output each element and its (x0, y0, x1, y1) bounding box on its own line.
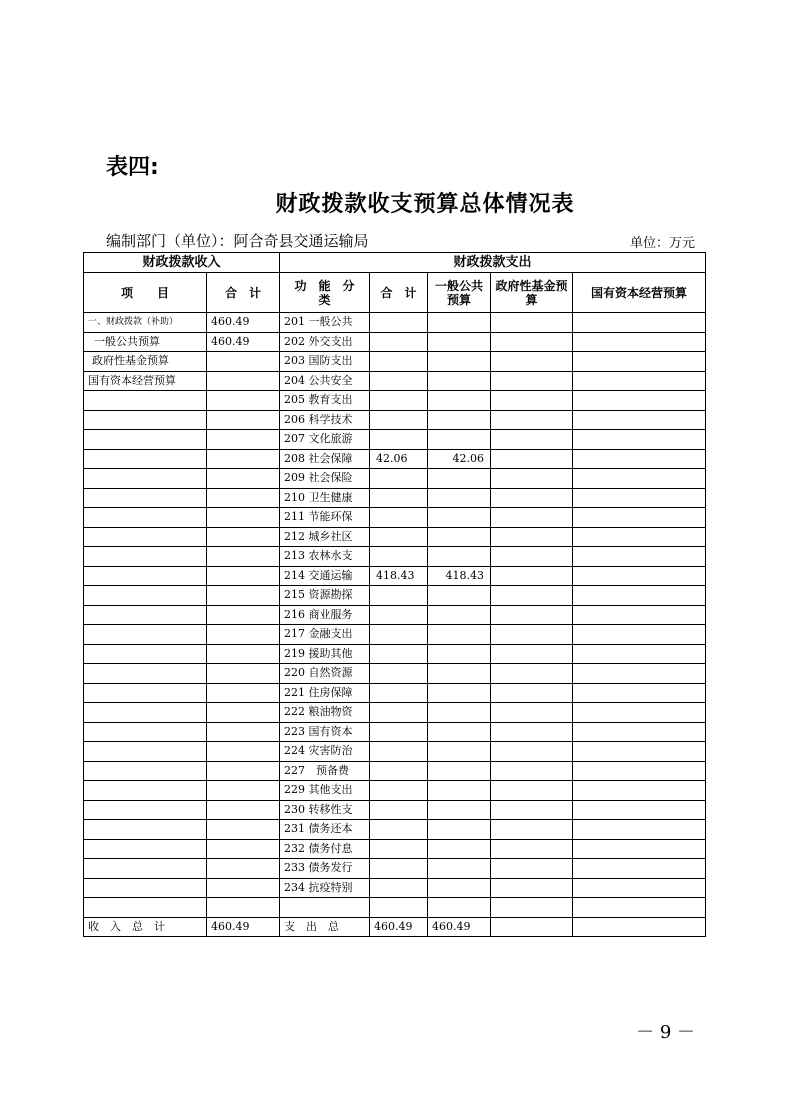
table-row (84, 391, 706, 411)
function-class-cell: 210 卫生健康 (280, 488, 370, 508)
expense-total-cell (370, 781, 428, 801)
state-capital-cell (573, 664, 706, 684)
function-class-cell: 232 债务付息 (280, 839, 370, 859)
expense-total-value: 460.49 (370, 917, 428, 937)
income-item-cell (84, 605, 207, 625)
income-total-cell (207, 391, 280, 411)
gov-fund-cell (491, 898, 573, 918)
expense-total-cell (370, 313, 428, 333)
general-budget-cell (428, 878, 491, 898)
header-item: 项 目 (84, 273, 207, 313)
expense-total-cell: 42.06 (370, 449, 428, 469)
income-total-cell (207, 781, 280, 801)
income-item-cell (84, 683, 207, 703)
function-class-cell: 214 交通运输 (280, 566, 370, 586)
function-class-cell: 224 灾害防治 (280, 742, 370, 762)
expense-total-cell (370, 898, 428, 918)
state-capital-cell (573, 488, 706, 508)
function-class-cell (280, 898, 370, 918)
general-budget-total-value: 460.49 (428, 917, 491, 937)
function-class-cell: 219 援助其他 (280, 644, 370, 664)
table-row (84, 605, 706, 625)
table-row (84, 547, 706, 567)
gov-fund-cell (491, 566, 573, 586)
state-capital-cell (573, 703, 706, 723)
income-item-cell (84, 898, 207, 918)
state-capital-cell (573, 547, 706, 567)
general-budget-cell (428, 859, 491, 879)
gov-fund-cell (491, 371, 573, 391)
general-budget-cell (428, 469, 491, 489)
income-item-cell (84, 469, 207, 489)
gov-fund-cell (491, 410, 573, 430)
state-capital-cell (573, 898, 706, 918)
gov-fund-cell (491, 664, 573, 684)
gov-fund-cell (491, 508, 573, 528)
table-row (84, 488, 706, 508)
function-class-cell: 217 金融支出 (280, 625, 370, 645)
gov-fund-cell (491, 605, 573, 625)
income-total-cell (207, 547, 280, 567)
gov-fund-cell (491, 469, 573, 489)
table-row (84, 703, 706, 723)
income-item-cell (84, 410, 207, 430)
function-class-cell: 208 社会保障 (280, 449, 370, 469)
function-class-cell: 223 国有资本 (280, 722, 370, 742)
table-row (84, 898, 706, 918)
gov-fund-cell (491, 683, 573, 703)
income-total-cell (207, 722, 280, 742)
income-total-cell (207, 605, 280, 625)
state-capital-cell (573, 371, 706, 391)
state-capital-cell (573, 839, 706, 859)
general-budget-cell (428, 547, 491, 567)
income-total-cell: 460.49 (207, 313, 280, 333)
compiling-department: 编制部门（单位）：阿合奇县交通运输局 (106, 232, 369, 250)
function-class-cell: 207 文化旅游 (280, 430, 370, 450)
function-class-cell: 221 住房保障 (280, 683, 370, 703)
state-capital-cell (573, 586, 706, 606)
table-row (84, 664, 706, 684)
income-total-cell (207, 449, 280, 469)
income-total-cell (207, 761, 280, 781)
state-capital-cell (573, 469, 706, 489)
income-item-cell (84, 430, 207, 450)
income-item-cell (84, 644, 207, 664)
state-capital-cell (573, 391, 706, 411)
expense-total-cell (370, 488, 428, 508)
gov-fund-cell (491, 313, 573, 333)
income-total-cell (207, 508, 280, 528)
function-class-cell: 213 农林水支 (280, 547, 370, 567)
table-row (84, 839, 706, 859)
section-header-row (84, 253, 706, 273)
income-item-cell (84, 547, 207, 567)
general-budget-cell (428, 800, 491, 820)
state-capital-cell (573, 742, 706, 762)
general-budget-cell (428, 781, 491, 801)
gov-fund-cell (491, 430, 573, 450)
income-item-cell (84, 586, 207, 606)
state-capital-cell (573, 859, 706, 879)
income-total-cell (207, 820, 280, 840)
state-capital-cell (573, 625, 706, 645)
expense-total-cell (370, 742, 428, 762)
gov-fund-cell (491, 820, 573, 840)
general-budget-cell (428, 410, 491, 430)
general-budget-cell (428, 313, 491, 333)
income-item-cell (84, 820, 207, 840)
table-row (84, 469, 706, 489)
function-class-cell: 206 科学技术 (280, 410, 370, 430)
income-item-cell (84, 664, 207, 684)
income-total-cell (207, 742, 280, 762)
state-capital-cell (573, 878, 706, 898)
table-row (84, 371, 706, 391)
expense-total-cell (370, 586, 428, 606)
gov-fund-cell (491, 352, 573, 372)
expense-total-cell (370, 430, 428, 450)
expense-total-cell (370, 469, 428, 489)
income-item-cell (84, 703, 207, 723)
income-item-cell (84, 391, 207, 411)
table-row (84, 352, 706, 372)
general-budget-cell (428, 430, 491, 450)
income-total-cell (207, 644, 280, 664)
expense-total-cell (370, 352, 428, 372)
income-item-cell (84, 722, 207, 742)
unit-label: 单位：万元 (629, 236, 695, 251)
income-total-cell (207, 800, 280, 820)
general-budget-cell (428, 508, 491, 528)
income-total-cell (207, 488, 280, 508)
gov-fund-cell (491, 391, 573, 411)
general-budget-cell (428, 371, 491, 391)
state-capital-cell (573, 449, 706, 469)
income-item-cell (84, 800, 207, 820)
gov-fund-cell (491, 488, 573, 508)
function-class-cell: 220 自然资源 (280, 664, 370, 684)
income-total-cell (207, 371, 280, 391)
general-budget-cell (428, 839, 491, 859)
function-class-cell: 201 一般公共 (280, 313, 370, 333)
expense-total-cell (370, 839, 428, 859)
income-total-value: 460.49 (207, 917, 280, 937)
gov-fund-cell (491, 839, 573, 859)
income-item-cell: 政府性基金预算 (84, 352, 207, 372)
function-class-cell: 216 商业服务 (280, 605, 370, 625)
income-item-cell: 一、财政拨款（补助） (84, 313, 207, 333)
state-capital-cell (573, 410, 706, 430)
income-total-cell (207, 430, 280, 450)
general-budget-cell: 418.43 (428, 566, 491, 586)
general-budget-cell (428, 488, 491, 508)
state-capital-cell (573, 683, 706, 703)
income-item-cell (84, 761, 207, 781)
expense-total-cell (370, 410, 428, 430)
income-total-cell (207, 878, 280, 898)
expense-total-cell (370, 371, 428, 391)
general-budget-cell (428, 664, 491, 684)
expense-total-cell (370, 800, 428, 820)
table-row (84, 625, 706, 645)
general-budget-cell (428, 722, 491, 742)
income-item-cell (84, 878, 207, 898)
table-row (84, 449, 706, 469)
table-row (84, 313, 706, 333)
general-budget-cell (428, 352, 491, 372)
table-row (84, 800, 706, 820)
state-capital-cell (573, 800, 706, 820)
expense-total-cell (370, 859, 428, 879)
income-item-cell (84, 508, 207, 528)
expense-total-cell (370, 527, 428, 547)
column-header-row (84, 273, 706, 313)
header-income-total: 合 计 (207, 273, 280, 313)
function-class-cell: 222 粮油物资 (280, 703, 370, 723)
gov-fund-cell (491, 449, 573, 469)
header-gov-fund-budget: 政府性基金预算 (491, 273, 573, 313)
header-general-budget: 一般公共预算 (428, 273, 491, 313)
expense-total-cell (370, 664, 428, 684)
gov-fund-cell (491, 625, 573, 645)
table-row (84, 566, 706, 586)
income-total-cell (207, 859, 280, 879)
table-row (84, 761, 706, 781)
expense-total-cell (370, 605, 428, 625)
table-row (84, 508, 706, 528)
income-item-cell (84, 859, 207, 879)
general-budget-cell (428, 703, 491, 723)
income-item-cell: 国有资本经营预算 (84, 371, 207, 391)
income-total-cell (207, 566, 280, 586)
expense-total-cell: 418.43 (370, 566, 428, 586)
function-class-cell: 233 债务发行 (280, 859, 370, 879)
state-capital-cell (573, 722, 706, 742)
general-budget-cell (428, 586, 491, 606)
table-row (84, 586, 706, 606)
income-total-cell (207, 410, 280, 430)
table-row (84, 644, 706, 664)
income-item-cell (84, 839, 207, 859)
table-row (84, 742, 706, 762)
totals-row (84, 917, 706, 937)
gov-fund-cell (491, 878, 573, 898)
income-total-cell (207, 683, 280, 703)
gov-fund-cell (491, 781, 573, 801)
expense-total-label: 支 出 总 (280, 917, 370, 937)
income-item-cell: 一般公共预算 (84, 332, 207, 352)
income-total-cell (207, 839, 280, 859)
income-item-cell (84, 566, 207, 586)
income-total-cell (207, 586, 280, 606)
general-budget-cell (428, 332, 491, 352)
general-budget-cell (428, 820, 491, 840)
income-item-cell (84, 625, 207, 645)
expense-total-cell (370, 878, 428, 898)
income-total-cell (207, 527, 280, 547)
expense-section-header: 财政拨款支出 (280, 253, 706, 273)
document-title: 财政拨款收支预算总体情况表 (275, 192, 575, 217)
general-budget-cell: 42.06 (428, 449, 491, 469)
state-capital-cell (573, 508, 706, 528)
state-capital-cell (573, 605, 706, 625)
gov-fund-cell (491, 859, 573, 879)
function-class-cell: 212 城乡社区 (280, 527, 370, 547)
gov-fund-cell (491, 586, 573, 606)
expense-total-cell (370, 722, 428, 742)
state-capital-cell (573, 313, 706, 333)
income-item-cell (84, 488, 207, 508)
income-total-cell (207, 625, 280, 645)
expense-total-cell (370, 820, 428, 840)
income-total-cell: 460.49 (207, 332, 280, 352)
gov-fund-cell (491, 742, 573, 762)
general-budget-cell (428, 391, 491, 411)
expense-total-cell (370, 547, 428, 567)
function-class-cell: 231 债务还本 (280, 820, 370, 840)
general-budget-cell (428, 605, 491, 625)
income-item-cell (84, 527, 207, 547)
state-capital-cell (573, 781, 706, 801)
gov-fund-cell (491, 722, 573, 742)
general-budget-cell (428, 683, 491, 703)
expense-total-cell (370, 391, 428, 411)
function-class-cell: 209 社会保险 (280, 469, 370, 489)
table-row (84, 527, 706, 547)
function-class-cell: 205 教育支出 (280, 391, 370, 411)
income-total-cell (207, 898, 280, 918)
state-capital-cell (573, 820, 706, 840)
function-class-cell: 215 资源勘探 (280, 586, 370, 606)
function-class-cell: 230 转移性支 (280, 800, 370, 820)
expense-total-cell (370, 332, 428, 352)
function-class-cell: 202 外交支出 (280, 332, 370, 352)
general-budget-cell (428, 625, 491, 645)
state-capital-cell (573, 352, 706, 372)
state-capital-total-value (573, 917, 706, 937)
header-expense-total: 合 计 (370, 273, 428, 313)
table-row (84, 859, 706, 879)
state-capital-cell (573, 761, 706, 781)
income-item-cell (84, 742, 207, 762)
state-capital-cell (573, 566, 706, 586)
gov-fund-cell (491, 761, 573, 781)
income-total-cell (207, 352, 280, 372)
income-item-cell (84, 449, 207, 469)
expense-total-cell (370, 644, 428, 664)
table-row (84, 683, 706, 703)
table-row (84, 332, 706, 352)
function-class-cell: 203 国防支出 (280, 352, 370, 372)
table-row (84, 410, 706, 430)
income-section-header: 财政拨款收入 (84, 253, 280, 273)
general-budget-cell (428, 898, 491, 918)
income-total-cell (207, 664, 280, 684)
function-class-cell: 234 抗疫特别 (280, 878, 370, 898)
table-row (84, 820, 706, 840)
table-row (84, 430, 706, 450)
income-total-cell (207, 469, 280, 489)
gov-fund-cell (491, 332, 573, 352)
header-state-capital-budget: 国有资本经营预算 (573, 273, 706, 313)
general-budget-cell (428, 761, 491, 781)
gov-fund-cell (491, 527, 573, 547)
general-budget-cell (428, 742, 491, 762)
gov-fund-cell (491, 644, 573, 664)
expense-total-cell (370, 683, 428, 703)
income-total-cell (207, 703, 280, 723)
state-capital-cell (573, 527, 706, 547)
gov-fund-total-value (491, 917, 573, 937)
income-total-label: 收 入 总 计 (84, 917, 207, 937)
gov-fund-cell (491, 547, 573, 567)
page-number: － 9 － (636, 1022, 695, 1043)
general-budget-cell (428, 644, 491, 664)
function-class-cell: 227 预备费 (280, 761, 370, 781)
function-class-cell: 204 公共安全 (280, 371, 370, 391)
table-row (84, 878, 706, 898)
state-capital-cell (573, 332, 706, 352)
general-budget-cell (428, 527, 491, 547)
state-capital-cell (573, 430, 706, 450)
function-class-cell: 229 其他支出 (280, 781, 370, 801)
header-function-class: 功 能 分 类 (280, 273, 370, 313)
expense-total-cell (370, 703, 428, 723)
table-label: 表四: (106, 155, 159, 180)
gov-fund-cell (491, 703, 573, 723)
function-class-cell: 211 节能环保 (280, 508, 370, 528)
table-row (84, 722, 706, 742)
gov-fund-cell (491, 800, 573, 820)
budget-table (83, 252, 706, 937)
state-capital-cell (573, 644, 706, 664)
expense-total-cell (370, 761, 428, 781)
table-row (84, 781, 706, 801)
expense-total-cell (370, 625, 428, 645)
income-item-cell (84, 781, 207, 801)
expense-total-cell (370, 508, 428, 528)
